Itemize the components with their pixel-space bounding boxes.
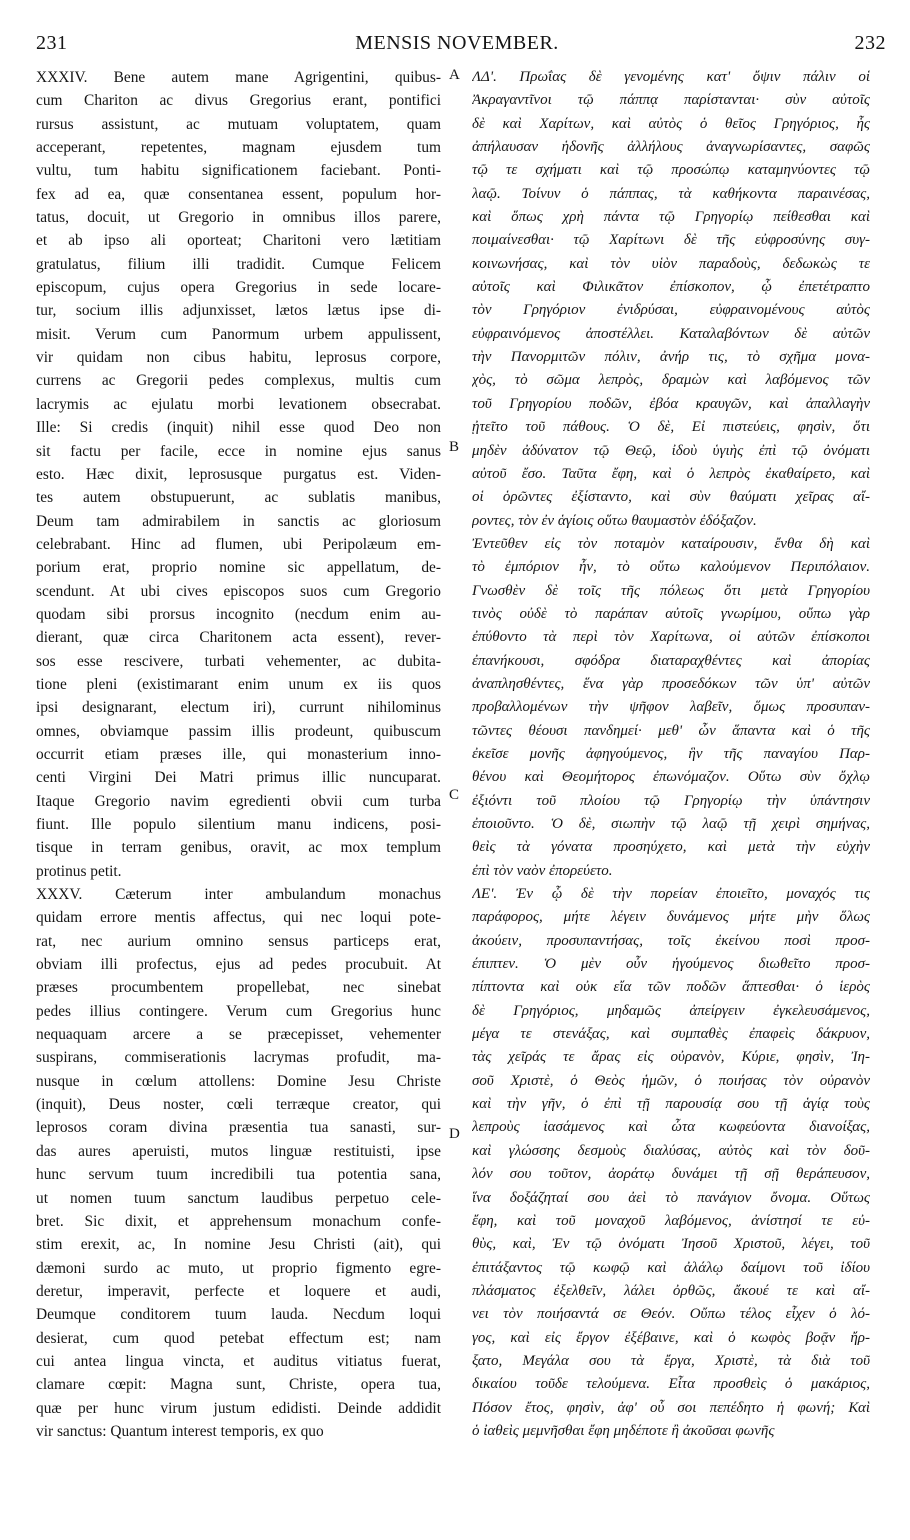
text-line: Deumque conditorem tuum lauda. Necdum loqui	[36, 1306, 441, 1324]
text-line: misit. Verum cum Panormum urbem appulissent,	[36, 325, 441, 343]
text-line: sit factu per facile, ecce in nomine ejus sanus	[36, 442, 441, 460]
text-line: τοῦ Γρηγορίου ποδῶν, ἐβόα κραυγῶν, καὶ ἀπαλλαγὴν	[472, 395, 870, 412]
text-line: έπιπτεν. Ὁ μὲν οὖν ἡγούμενος διωθεῖτο προσ-	[472, 956, 870, 973]
text-line: πλάσματος ἐξελθεῖν, λάλει ὀρθῶς, ἄκουέ τε καὶ αἴ-	[472, 1282, 870, 1299]
text-line: τῷ τε σχήματι καὶ τῷ προσώπῳ καταμηνύοντες τῷ	[472, 162, 870, 179]
text-line: vir quidam non cibus habitu, leprosus corpore,	[36, 349, 441, 367]
running-title: MENSIS NOVEMBER.	[355, 32, 559, 54]
text-line: desierat, cum quod petebat effectum est; nam	[36, 1329, 441, 1347]
section-marker-c: C	[449, 787, 460, 803]
text-line: ἐπὶ τὸν ναὸν ἐπορεύετο.	[472, 862, 613, 879]
text-line: λεπροὺς ἰασάμενος καὶ ὦτα κωφεύοντα διανοίξας,	[472, 1119, 870, 1136]
text-line: θένου καὶ Θεομήτορος ἐπωνόμαζον. Οὕτω σὺν ὄχλῳ	[472, 769, 870, 786]
text-line: Ἀκραγαντῖνοι τῷ πάππᾳ παρίστανται· σὺν αὐτοῖς	[472, 92, 870, 109]
text-line: tatus, docuit, ut Gregorio in omnibus illos parere,	[36, 209, 441, 227]
text-line: suspirans, commiserationis lacrymas profudit, ma-	[36, 1049, 441, 1067]
text-line: et ab ipso ali oporteat; Charitoni vero lætitiam	[36, 232, 441, 250]
text-line: ἐξιόντι τοῦ πλοίου τῷ Γρηγορίῳ τὴν ὑπάντησιν	[472, 792, 870, 809]
text-line: deretur, imperavit, perfecte et loquere et audi,	[36, 1282, 441, 1300]
text-line: νει τὸν ποιήσαντά σε Θεόν. Οὔπω τέλος εἶχεν ὁ λό-	[472, 1306, 870, 1323]
text-line: Ἐντεῦθεν εἰς τὸν ποταμὸν καταίρουσιν, ἔνθα δὴ καὶ	[472, 535, 870, 552]
text-line: αὐτοῦ ἔσο. Ταῦτα ἔφη, καὶ ὁ λεπρὸς ἐκαθαίρετο, καὶ	[472, 465, 870, 482]
text-line: pedes illius contingere. Verum cum Gregorius hunc	[36, 1002, 441, 1020]
text-line: ἀπήλαυσαν ἡδονῆς ἀλλήλους ἀναγνωρίσαντες, σαφῶς	[472, 139, 870, 156]
text-line: ροντες, τὸν ἐν ἁγίοις οὕτω θαυμαστὸν ἐδόξαζον.	[472, 512, 757, 529]
text-line: quidam errore mentis affectus, qui nec loqui pote-	[36, 909, 441, 927]
text-line: ἀναπλησθέντες, ἕνα γὰρ προσεδόκων τῶν ὑπ' αὐτῶν	[472, 675, 870, 692]
text-line: XXXIV. Bene autem mane Agrigentini, quibus-	[36, 69, 441, 86]
text-line: ut nomen tuum sanctum laudibus perpetuo cele-	[36, 1189, 441, 1207]
text-line: protinus petit.	[36, 862, 122, 880]
text-line: ΛΕ'. Ἐν ᾧ δὲ τὴν πορείαν ἐποιεῖτο, μοναχός τις	[472, 886, 870, 903]
text-line: esto. Hæc dixit, leprosusque purgatus est. Viden-	[36, 465, 441, 483]
text-line: εὐφραινόμενος ἀποστέλλει. Καταλαβόντων δὲ αὐτῶν	[472, 325, 870, 342]
text-line: καὶ ὅπως χρὴ πάντα τῷ Γρηγορίῳ πείθεσθαι καὶ	[472, 209, 870, 226]
text-line: quodam sibi prorsus incognito (necdum enim au-	[36, 605, 441, 623]
text-line: fex ad ea, quæ consentanea essent, populum hor-	[36, 185, 441, 203]
text-line: bret. Sic dixit, et apprehensum monachum confe-	[36, 1212, 441, 1230]
text-line: episcopum, cujus opera Gregorius in sede locare-	[36, 279, 441, 297]
text-line: obviam illi profectus, ejus ad pedes procubuit. At	[36, 956, 441, 974]
text-line: ἐπύθοντο τὰ περὶ τὸν Χαρίτωνα, οἱ αὐτῶν ἐπίσκοποι	[472, 629, 870, 646]
text-line: δὲ καὶ Χαρίτων, καὶ αὐτὸς ὁ θεῖος Γρηγόριος, ἧς	[472, 115, 870, 132]
text-line: omnes, obviamque passim illis prodeunt, quibuscum	[36, 722, 441, 740]
section-marker-b: B	[449, 439, 460, 455]
text-line: θεὶς τὰ γόνατα προσηύχετο, καὶ μετὰ τὴν εὐχὴν	[472, 839, 870, 856]
text-line: cum Chariton ac divus Gregorius erant, pontifici	[36, 92, 441, 110]
text-line: καὶ τὴν γῆν, ὁ ἐπὶ τῇ παρουσίᾳ σου τῇ ἁγίᾳ τοὺς	[472, 1096, 870, 1113]
text-line: ipsi designarant, electum iri), currunt nihilominus	[36, 699, 441, 717]
text-line: leprosos coram divina præsentia tua sanasti, sur-	[36, 1119, 441, 1137]
text-line: vultu, tum habitu significationem faciebant. Ponti-	[36, 162, 441, 180]
text-line: ἵνα δοξάζηταί σου ἀεὶ τὸ πανάγιον ὄνομα. Οὕτως	[472, 1189, 870, 1206]
text-line: Ille: Si credis (inquit) nihil esse quod Deo non	[36, 419, 441, 437]
text-line: rat, nec aurium omnino sensus particeps erat,	[36, 932, 441, 950]
text-line: ἐπιτάξαντος τῷ κωφῷ καὶ ἀλάλῳ δαίμονι τοῦ ἰδίου	[472, 1259, 870, 1276]
text-line: λόν σου τοῦτον, ἀοράτῳ δυνάμει τῇ σῇ θεράπευσον,	[472, 1166, 870, 1183]
text-line: αὐτοῖς καὶ Φιλικᾶτον ἐπίσκοπον, ᾧ ἐπετέτραπτο	[472, 279, 870, 296]
text-line: dæmoni surdo ac muto, ut proprio figmento egre-	[36, 1259, 441, 1277]
text-line: fiunt. Ille populo silentium manu indicens, posi-	[36, 816, 441, 833]
text-line: hunc servum tuum incredibili tua potentia sana,	[36, 1166, 441, 1184]
text-line: τὸν Γρηγόριον ἐνιδρύσαι, εὐφραινομένους αὐτὸς	[472, 302, 870, 319]
text-line: οἱ ὁρῶντες ἐξίσταντο, καὶ σὺν θαύματι χεῖρας αἴ-	[472, 489, 870, 506]
text-line: Deum tam admirabilem in sanctis ac gloriosum	[36, 512, 441, 530]
page-number-left: 231	[36, 32, 68, 54]
text-line: τινὸς οὐδὲ τὸ παράπαν αὐτοῖς γνωρίμου, οὔπω γὰρ	[472, 605, 870, 622]
text-line: vir sanctus: Quantum interest temporis, ex quo	[36, 1422, 324, 1440]
latin-text-column	[36, 66, 441, 1443]
text-line: quæ per hunc virum justum edidisti. Deinde addidit	[36, 1399, 441, 1417]
text-line: ἐποιοῦντο. Ὁ δὲ, σιωπὴν τῷ λαῷ τῇ χειρὶ σημήνας,	[472, 816, 870, 832]
text-line: δικαίου τοῦδε τελούμενα. Εἶτα προσθεὶς ὁ μακάριος,	[472, 1376, 870, 1393]
text-line: acceperant, repetentes, magnam ejusdem tum	[36, 139, 441, 157]
text-line: stim erexit, ac, In nomine Jesu Christi (ait), qui	[36, 1236, 441, 1254]
text-line: καὶ γλώσσης δεσμοὺς διαλύσας, αὐτὸς καὶ τὸν δοῦ-	[472, 1142, 870, 1159]
text-line: ἐκεῖσε μονῆς ἀφηγούμενος, ἣν τῆς παναγίου Παρ-	[472, 745, 870, 762]
text-line: occurrit etiam præses ille, qui monasterium inno-	[36, 745, 441, 763]
text-line: κοινωνήσας, καὶ τὸν υἱὸν παραδοὺς, δεδωκὼς τε	[472, 255, 870, 272]
text-line: centi Virgini Dei Matri primus illic nuncuparat.	[36, 769, 441, 787]
text-line: μέγα τε στενάξας, καὶ συμπαθὲς ἐπαφεὶς δάκρυον,	[472, 1026, 870, 1043]
text-line: tione pleni (existimarant enim unum ex iis quos	[36, 675, 441, 693]
text-line: τὸ ἐμπόριον ἦν, τὸ οὕτω καλούμενον Περιπόλαιον.	[472, 559, 870, 576]
text-line: XXXV. Cæterum inter ambulandum monachus	[36, 886, 441, 904]
text-line: γος, καὶ εἰς ἔργον ἐξέβαινε, καὶ ὁ κωφὸς βοᾷν ἤρ-	[472, 1329, 870, 1346]
text-line: scendunt. At ubi cives episcopos suos cum Gregorio	[36, 582, 441, 600]
text-line: clamare cœpit: Magna sunt, Christe, opera tua,	[36, 1376, 441, 1394]
text-line: Πόσον ἔτος, φησὶν, ἀφ' οὗ σοι πεπέδητο ἡ φωνή; Καὶ	[472, 1399, 870, 1416]
text-line: ποιμαίνεσθαι· τῷ Χαρίτωνι δὲ τῆς εὐφροσύνης συγ-	[472, 232, 870, 249]
text-line: nequaquam arcere a se præcepisset, vehementer	[36, 1026, 441, 1044]
text-line: ᾐτεῖτο τοῦ πάθους. Ὁ δὲ, Εἰ πιστεύεις, φησὶν, ὅτι	[472, 419, 870, 436]
text-line: tur, socium illis adjunxisset, lætos lætus ipse di-	[36, 302, 441, 320]
text-line: dierant, quæ circa Charitonem acta essent), rever-	[36, 629, 441, 647]
text-line: sos esse rescivere, turbati vehementer, ac dubita-	[36, 652, 441, 670]
text-line: das aures aperuisti, mutos linguæ restituisti, ipse	[36, 1142, 441, 1160]
text-line: celebrabant. Hinc ad flumen, ubi Peripolæum em-	[36, 535, 441, 553]
text-line: Itaque Gregorio navim egredienti obvii cum turba	[36, 792, 441, 810]
text-line: λαῷ. Τοίνυν ὁ πάππας, τὰ καθήκοντα παραινέσας,	[472, 185, 870, 202]
text-line: προβαλλομένων τὴν ψῆφον λαβεῖν, ὅμως προσυπαν-	[472, 699, 870, 716]
text-line: porium erat, proprio nomine sic appellatum, de-	[36, 559, 441, 577]
text-line: ὁ ἰαθεὶς μεμνῆσθαι ἔφη μηδέποτε ἢ ἀκοῦσαι φωνῆς	[472, 1422, 775, 1439]
text-line: χὸς, τὸ σῶμα λεπρὸς, δραμὼν καὶ λαβόμενος τῶν	[472, 372, 870, 389]
text-line: ἐπανήκουσι, σφόδρα διαταραχθέντες καὶ ἀπορίας	[472, 652, 870, 669]
text-line: gratulatus, filium illi tradidit. Cumque Felicem	[36, 255, 441, 273]
text-line: nusque in cœlum attollens: Domine Jesu Christe	[36, 1072, 441, 1090]
text-line: Γνωσθὲν δὲ τοῖς τῆς πόλεως ὅτι μετὰ Γρηγορίου	[472, 582, 870, 599]
text-line: τὴν Πανορμιτῶν πόλιν, ἀνήρ τις, τὸ σχῆμα μονα-	[472, 349, 870, 366]
text-line: τὰς χεῖράς τε ἄρας εἰς οὐρανὸν, Κύριε, φησὶν, Ἰη-	[472, 1049, 870, 1066]
text-line: rursus assistunt, ac mutuam voluptatem, quam	[36, 115, 441, 133]
text-line: tisque in terram genibus, oravit, ac mox templum	[36, 839, 441, 857]
text-line: lacrymis ac ejulatu morbi levationem obsecrabat.	[36, 395, 441, 413]
page-number-right: 232	[854, 32, 886, 54]
text-line: τῶντες θέουσι πανδημεί· μεθ' ὧν ἅπαντα καὶ ὁ τῆς	[472, 722, 870, 739]
text-line: σοῦ Χριστὲ, ὁ Θεὸς ἡμῶν, ὁ ποιήσας τὸν οὐρανὸν	[472, 1072, 870, 1089]
text-line: μηδὲν ἀδύνατον τῷ Θεῷ, ἰδοὺ ὑγιὴς ἐπὶ τῷ ὀνόματι	[472, 442, 870, 459]
text-line: tes autem obstupuerunt, ac sublatis manibus,	[36, 489, 441, 507]
text-line: currens ac Gregorii pedes complexus, multis cum	[36, 372, 441, 390]
page-header	[28, 32, 886, 58]
text-line: παράφορος, μήτε λέγειν δυνάμενος μήτε μὴν ὅλως	[472, 909, 870, 926]
text-line: ξατο, Μεγάλα σου τὰ ἔργα, Χριστὲ, τὰ διὰ τοῦ	[472, 1352, 870, 1369]
text-line: (inquit), Deus noster, cœli terræque creator, qui	[36, 1096, 441, 1114]
text-line: præses procumbentem propellebat, nec sinebat	[36, 979, 441, 997]
text-line: πίπτοντα καὶ οὐκ εἴα τῶν ποδῶν ἅπτεσθαι· ὁ ἱερὸς	[472, 979, 870, 996]
text-line: ἔφη, καὶ τοῦ μοναχοῦ λαβόμενος, ἀνίστησί τε εὐ-	[472, 1212, 870, 1229]
text-line: ΛΔ'. Πρωΐας δὲ γενομένης κατ' ὄψιν πάλιν οἱ	[472, 69, 870, 85]
greek-text-column	[472, 66, 870, 1443]
text-line: δὲ Γρηγόριος, μηδαμῶς ἀπείργειν ἐγκελευσάμενος,	[472, 1002, 870, 1019]
text-line: ἀκούειν, προσυπαντήσας, τοῖς ἐκείνου ποσὶ προσ-	[472, 932, 870, 949]
section-marker-a: A	[449, 67, 460, 83]
text-line: cui antea lingua vincta, et auditus vitiatus fuerat,	[36, 1352, 441, 1370]
section-marker-d: D	[449, 1126, 460, 1142]
text-line: θὺς, καὶ, Ἐν τῷ ὀνόματι Ἰησοῦ Χριστοῦ, λέγει, τοῦ	[472, 1236, 870, 1253]
